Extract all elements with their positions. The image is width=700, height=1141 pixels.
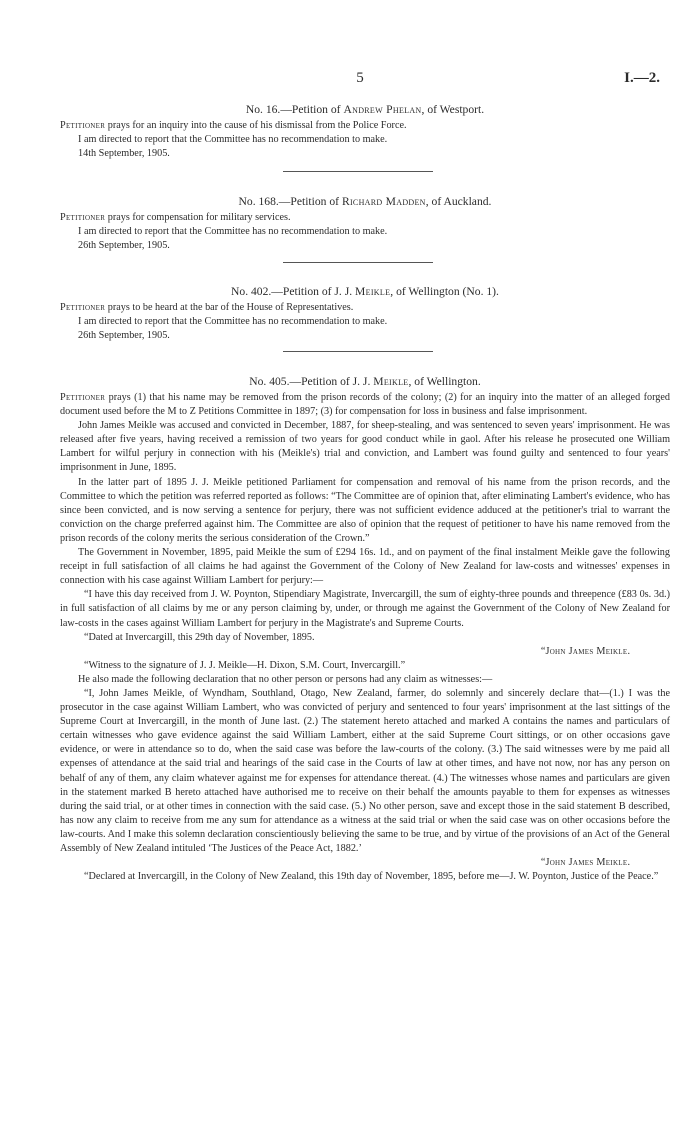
petition-16 <box>60 102 670 161</box>
petition-prayer: Petitioner prays (1) that his name may be removed from the prison records of the colony; (2) for an inquiry into the matter of an alleged forged document used before the M to Z Petitions Committee in 1897; (3) for compensation for loss in business and false imprisonment. <box>60 392 670 418</box>
petition-405 <box>60 374 670 884</box>
committee-report: I am directed to report that the Committee has no recommendation to make. <box>78 226 388 238</box>
committee-finding-paragraph: In the latter part of 1895 J. J. Meikle petitioned Parliament for compensation and removal of his name from the prison records, and the Committee to which the petition was referred reported as follows: “The Committee are of opinion that, after eliminating Lambert's evidence, who has since been convicted, and is now serving a sentence for perjury, there was not sufficient evidence adduced at the petitioner's trial to warrant the conviction on the charge preferred against him. The Committee are also of opinion that the request of petitioner to have his name removed from the prison records of the colony merits the serious consideration of the Crown.” <box>60 476 670 544</box>
signature: “John James Meikle. <box>540 857 630 869</box>
page-header <box>0 70 700 92</box>
declaration-text: “I, John James Meikle, of Wyndham, Southland, Otago, New Zealand, farmer, do solemnly and sincerely declare that—(1.) I was the prosecutor in the case against William Lambert, who was convicted of perjury and sentenced to four years' imprisonment at the last sittings of the Supreme Court at Invercargill, in the month of June last. (2.) The statement hereto attached and marked A contains the names and particulars of certain witnesses who gave evidence against the said William Lambert, either at the said Supreme Court sittings, or on other occasions gave evidence, or were in attendance so to do, when the said case was before the law-courts of the colony. (3.) The said witnesses were by me paid all expenses of attendance at the said trial and hearings of the said case in the Courts of law at other times, and have not now, nor has any person on behalf of any of them, any claim whatever against me for expenses for attendance thereat. (4.) The witnesses whose names and particulars are given in the statement marked B hereto attached have authorised me to receive on their behalf the amounts payable to them for expenses as witnesses during the said trial, or at other times in connection with the said case. (5.) No other person, save and except those in the said statement B described, has now any claim to receive from me any sum for attendance as a witness at the said trial or when the said case was on other occasions before the law-courts. And I make this solemn declaration conscientiously believing the same to be true, and by virtue of the provisions of an Act of the General Assembly of New Zealand intituled ‘The Justices of the Peace Act, 1882.’ <box>60 687 670 854</box>
document-reference: I.—2. <box>624 70 660 86</box>
committee-report: I am directed to report that the Committee has no recommendation to make. <box>78 316 388 328</box>
declared-line: “Declared at Invercargill, in the Colony of New Zealand, this 19th day of November, 1895, before me—J. W. Poynton, Justice of the Peace.” <box>84 871 659 883</box>
petition-title: No. 16.—Petition of Andrew Phelan, of Westport. <box>245 103 485 116</box>
receipt-text: “I have this day received from J. W. Poynton, Stipendiary Magistrate, Invercargill, the sum of eighty-three pounds and threepence (£83 0s. 3d.) in full satisfaction of all claims by me or any person claiming by, under, or through me against the Government of the Colony of New Zealand for law-costs in the cases against William Lambert for perjury in the Magistrate's and Supreme Courts. <box>60 589 670 629</box>
receipt-dated: “Dated at Invercargill, this 29th day of November, 1895. <box>84 631 315 643</box>
committee-report: I am directed to report that the Committee has no recommendation to make. <box>78 134 388 146</box>
section-divider <box>283 351 433 352</box>
section-divider <box>283 171 433 172</box>
section-divider <box>283 262 433 263</box>
report-date: 26th September, 1905. <box>78 240 170 252</box>
petition-402 <box>60 284 670 343</box>
petition-title: No. 402.—Petition of J. J. Meikle, of Wellington (No. 1). <box>231 285 499 298</box>
payment-paragraph: The Government in November, 1895, paid Meikle the sum of £294 16s. 1d., and on payment of the final instalment Meikle gave the following receipt in full satisfaction of all claims he had against the Government of the Colony of New Zealand for law-costs and witnesses' expenses in connection with his case against William Lambert for perjury:— <box>60 547 670 587</box>
petition-168 <box>60 194 670 253</box>
witness-line: “Witness to the signature of J. J. Meikle—H. Dixon, S.M. Court, Invercargill.” <box>84 659 406 671</box>
declaration-intro: He also made the following declaration that no other person or persons had any claim as witnesses:— <box>78 673 493 685</box>
report-date: 26th September, 1905. <box>78 330 170 342</box>
petition-prayer: Petitioner prays for compensation for military services. <box>60 212 291 223</box>
petition-title: No. 405.—Petition of J. J. Meikle, of Wellington. <box>249 375 481 388</box>
petition-prayer: Petitioner prays to be heard at the bar of the House of Representatives. <box>60 302 354 313</box>
report-date: 14th September, 1905. <box>78 148 170 160</box>
petition-prayer: Petitioner prays for an inquiry into the cause of his dismissal from the Police Force. <box>60 120 407 131</box>
page-number: 5 <box>356 70 364 86</box>
signature: “John James Meikle. <box>540 645 630 657</box>
petition-title: No. 168.—Petition of Richard Madden, of Auckland. <box>238 195 492 208</box>
background-paragraph: John James Meikle was accused and convicted in December, 1887, for sheep-stealing, and was sentenced to seven years' imprisonment. He was released after five years, having received a remission of two years for good conduct while in gaol. After his release he prosecuted one William Lambert for wilful perjury in connection with his (Meikle's) trial and conviction, and Lambert was found guilty and sentenced to four years' imprisonment in June, 1895. <box>60 420 670 474</box>
